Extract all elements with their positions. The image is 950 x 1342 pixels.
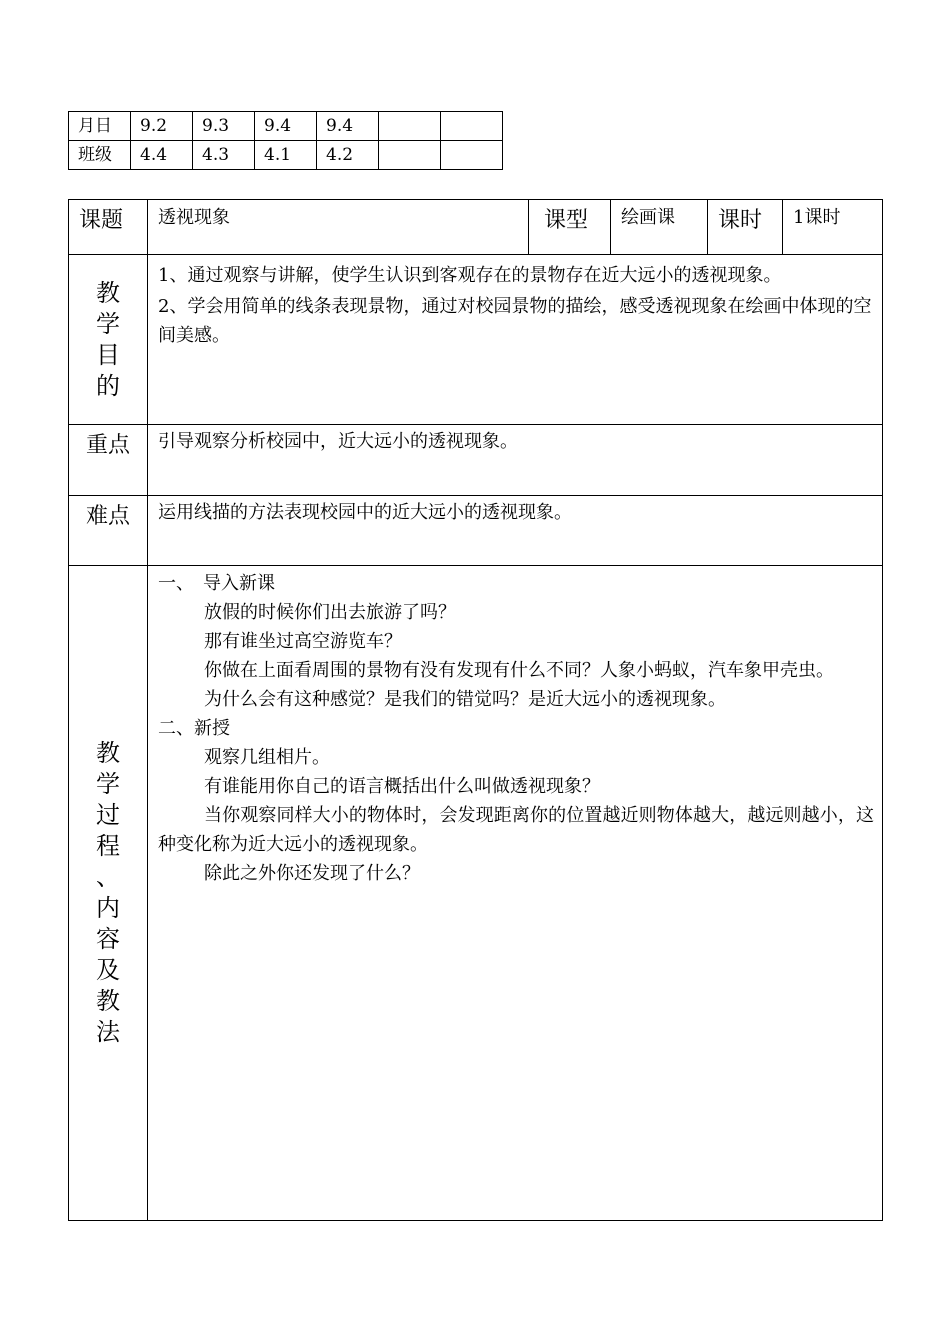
- key-label: 重点: [69, 425, 148, 496]
- schedule-cell: [379, 141, 441, 170]
- schedule-cell: 4.3: [193, 141, 255, 170]
- hours-label: 课时: [708, 200, 783, 255]
- process-row: [69, 566, 883, 1221]
- process-paragraph: 你做在上面看周围的景物有没有发现有什么不同？人象小蚂蚁，汽车象甲壳虫。: [204, 660, 834, 681]
- lesson-plan-table: [68, 199, 883, 1221]
- goals-text: [148, 255, 883, 425]
- process-text: [148, 566, 883, 1221]
- difficulty-row: [69, 496, 883, 566]
- schedule-cell: [441, 141, 503, 170]
- schedule-table: [68, 111, 503, 170]
- schedule-cell: [441, 112, 503, 141]
- section-heading: 一、 导入新课: [158, 573, 275, 594]
- difficulty-label: 难点: [69, 496, 148, 566]
- process-label: 教 学 过 程 、 内 容 及 教 法: [69, 566, 148, 1221]
- process-paragraph: 那有谁坐过高空游览车？: [204, 631, 402, 652]
- goals-label: 教 学 目 的: [69, 255, 148, 425]
- topic-value: 透视现象: [148, 200, 529, 255]
- section-heading: 二、新授: [158, 718, 230, 739]
- key-text: 引导观察分析校园中，近大远小的透视现象。: [148, 425, 883, 496]
- table-row: [69, 141, 503, 170]
- difficulty-text: 运用线描的方法表现校园中的近大远小的透视现象。: [148, 496, 883, 566]
- process-paragraph: 观察几组相片。: [204, 747, 330, 768]
- schedule-cell: 4.2: [317, 141, 379, 170]
- hours-value: 1课时: [783, 200, 883, 255]
- process-paragraph: 放假的时候你们出去旅游了吗？: [204, 602, 456, 623]
- schedule-cell: [379, 112, 441, 141]
- key-row: [69, 425, 883, 496]
- process-paragraph: 除此之外你还发现了什么？: [204, 863, 420, 884]
- process-paragraph: 为什么会有这种感觉？是我们的错觉吗？是近大远小的透视现象。: [204, 689, 726, 710]
- schedule-cell: 9.4: [255, 112, 317, 141]
- schedule-cell: 4.1: [255, 141, 317, 170]
- schedule-cell: 班级: [69, 141, 131, 170]
- type-value: 绘画课: [611, 200, 708, 255]
- schedule-cell: 9.2: [131, 112, 193, 141]
- header-row: [69, 200, 883, 255]
- topic-label: 课题: [69, 200, 148, 255]
- goals-row: [69, 255, 883, 425]
- schedule-cell: 月日: [69, 112, 131, 141]
- goal-item: 2、学会用简单的线条表现景物，通过对校园景物的描绘，感受透视现象在绘画中体现的空间美感。: [158, 296, 872, 346]
- table-row: [69, 112, 503, 141]
- process-paragraph: 当你观察同样大小的物体时，会发现距离你的位置越近则物体越大，越远则越小，这种变化称为近大远小的透视现象。: [158, 805, 874, 855]
- type-label: 课型: [529, 200, 611, 255]
- schedule-cell: 4.4: [131, 141, 193, 170]
- schedule-cell: 9.4: [317, 112, 379, 141]
- schedule-cell: 9.3: [193, 112, 255, 141]
- goal-item: 1、通过观察与讲解，使学生认识到客观存在的景物存在近大远小的透视现象。: [158, 265, 782, 286]
- process-paragraph: 有谁能用你自己的语言概括出什么叫做透视现象？: [204, 776, 600, 797]
